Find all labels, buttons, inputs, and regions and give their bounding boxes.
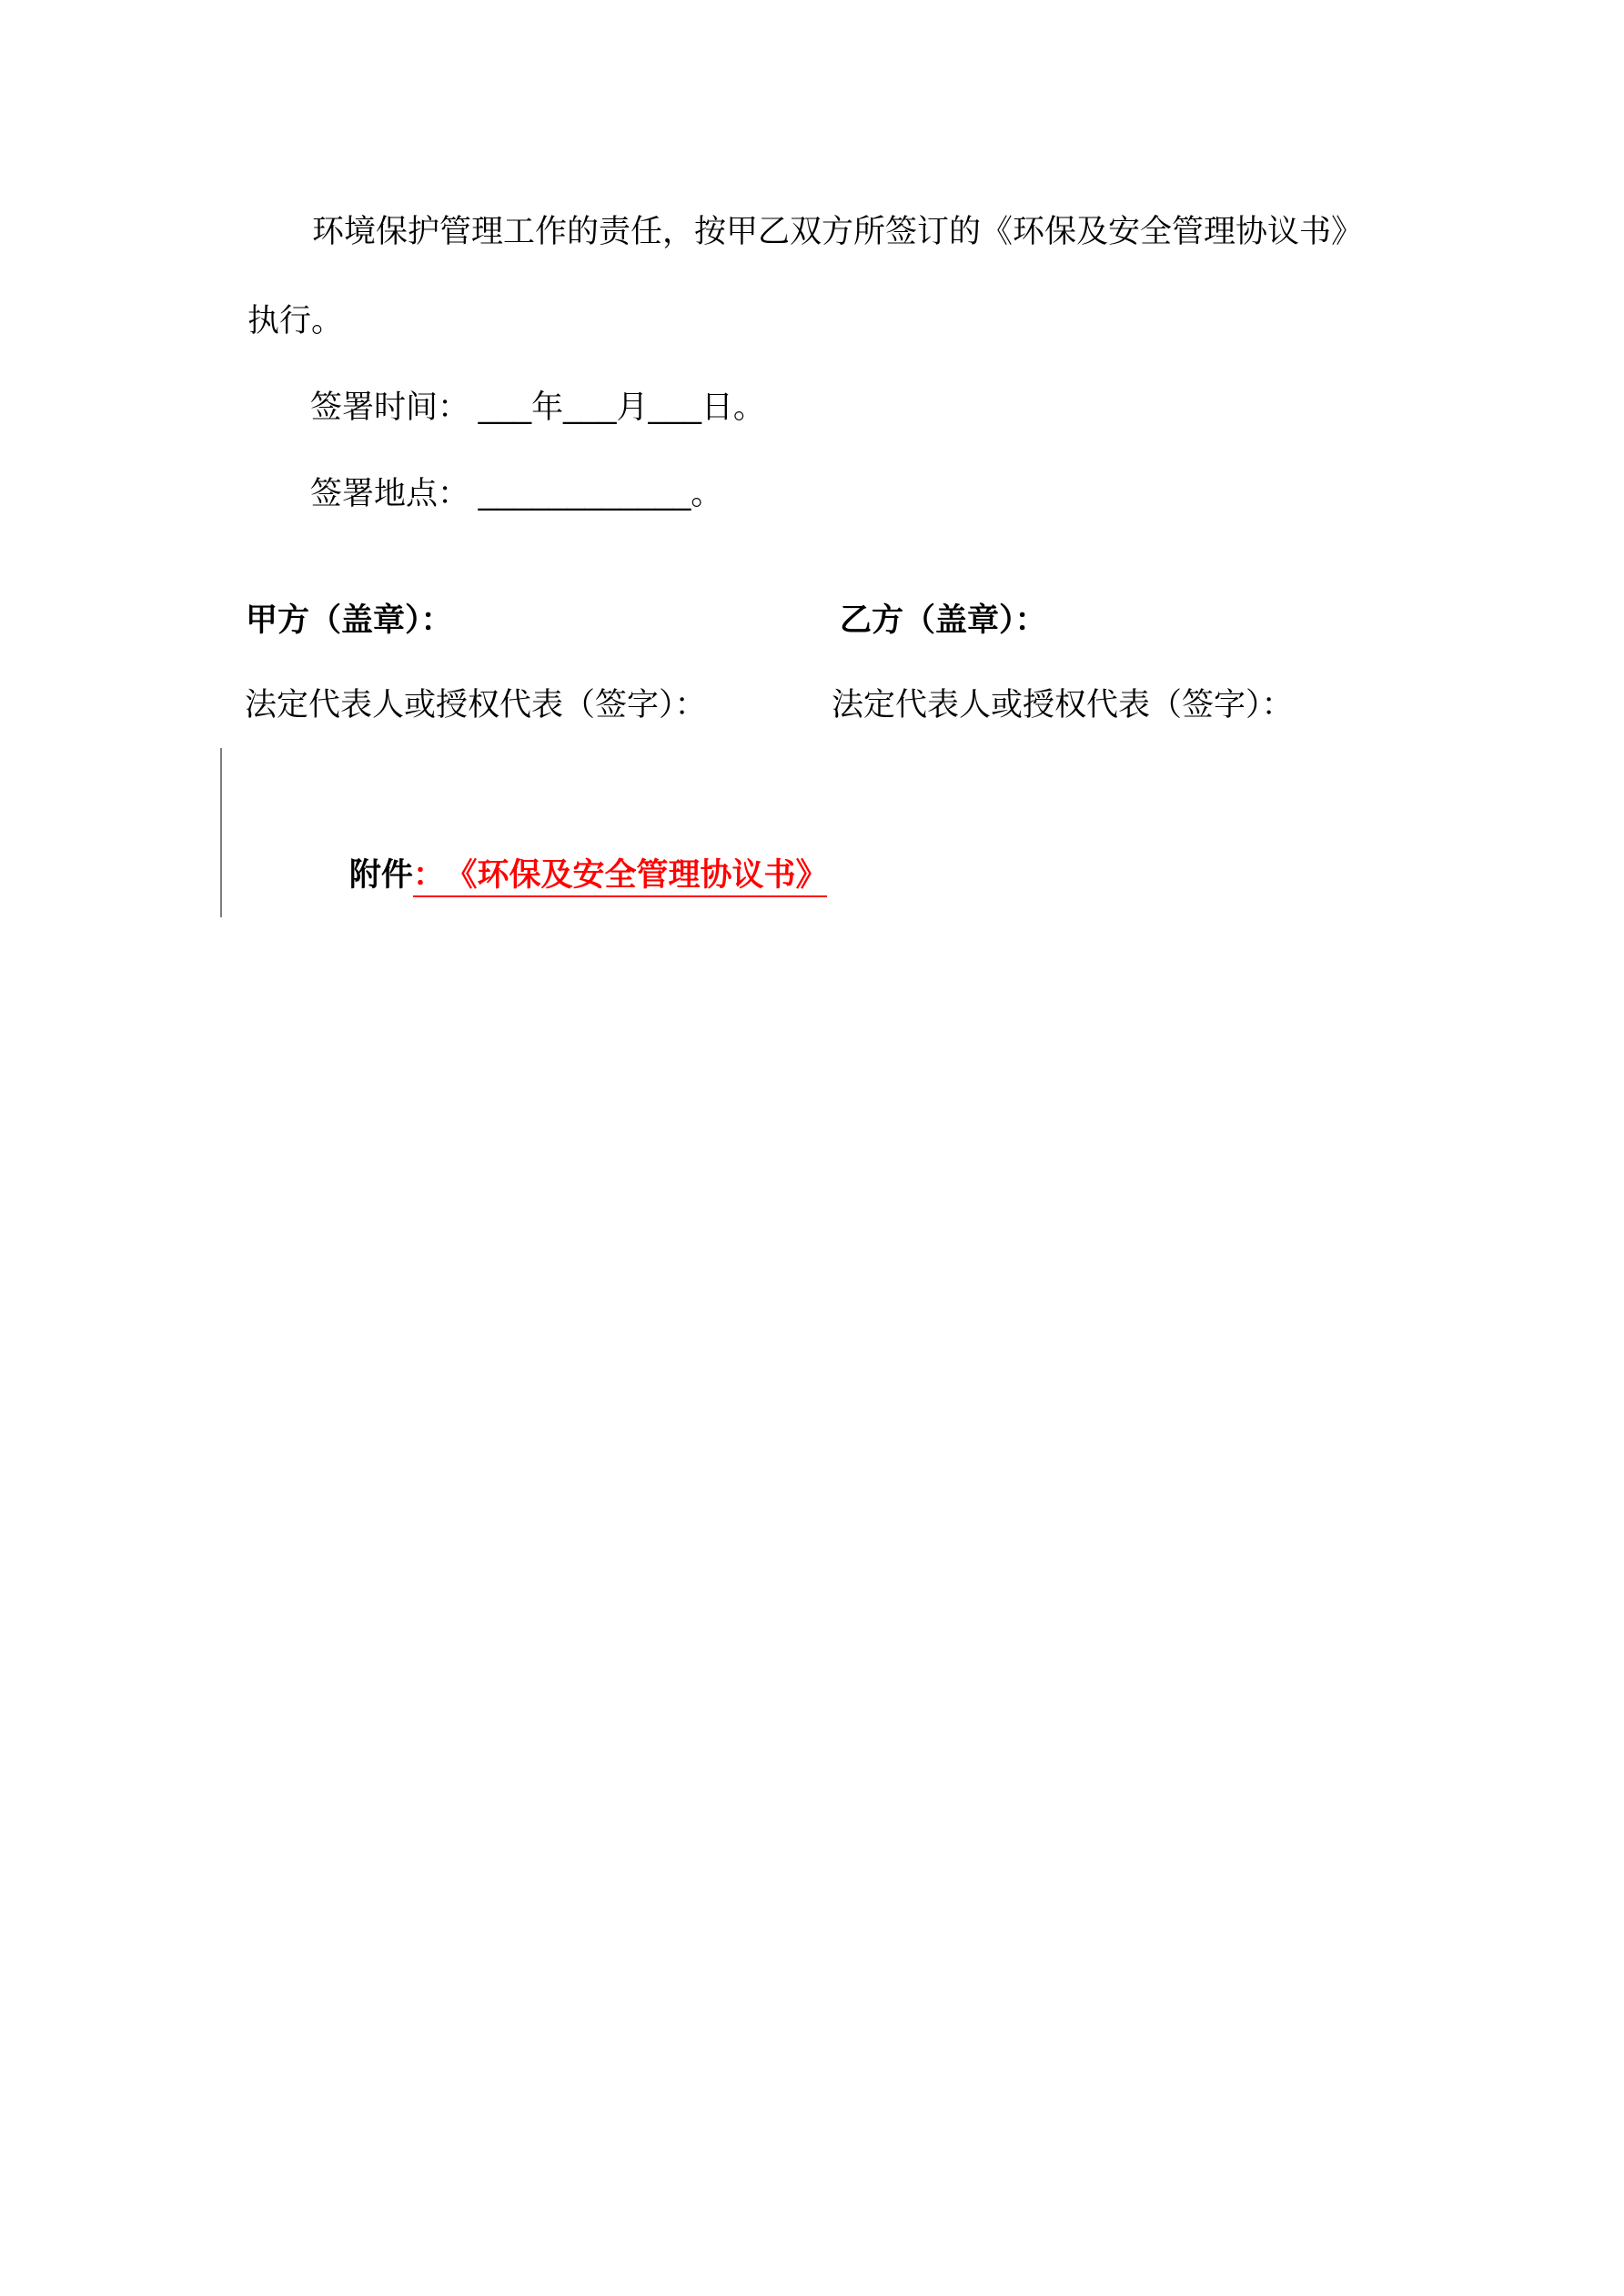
party-b-seal-label: 乙方（盖章）：	[840, 602, 1047, 638]
party-a-representative-label: 法定代表人或授权代表（签字）：	[245, 687, 707, 723]
attachment-line	[314, 813, 827, 938]
attachment-colon: ：	[412, 857, 445, 893]
party-a-seal-label: 甲方（盖章）：	[246, 602, 453, 638]
party-b-representative-label: 法定代表人或授权代表（签字）：	[832, 687, 1294, 723]
attachment-label: 附件	[348, 857, 413, 893]
paragraph-line-1: 环境保护管理工作的责任，按甲乙双方所签订的《环保及安全管理协议书》	[312, 214, 1364, 249]
attachment-insertion	[413, 857, 828, 897]
signing-place-line: 签署地点： ____________。	[310, 476, 723, 511]
paragraph-line-2: 执行。	[247, 303, 344, 339]
signing-time-line: 签署时间： ___年___月___日。	[310, 389, 765, 425]
attachment-title: 《环保及安全管理协议书》	[460, 857, 828, 893]
revision-change-bar	[220, 748, 222, 917]
